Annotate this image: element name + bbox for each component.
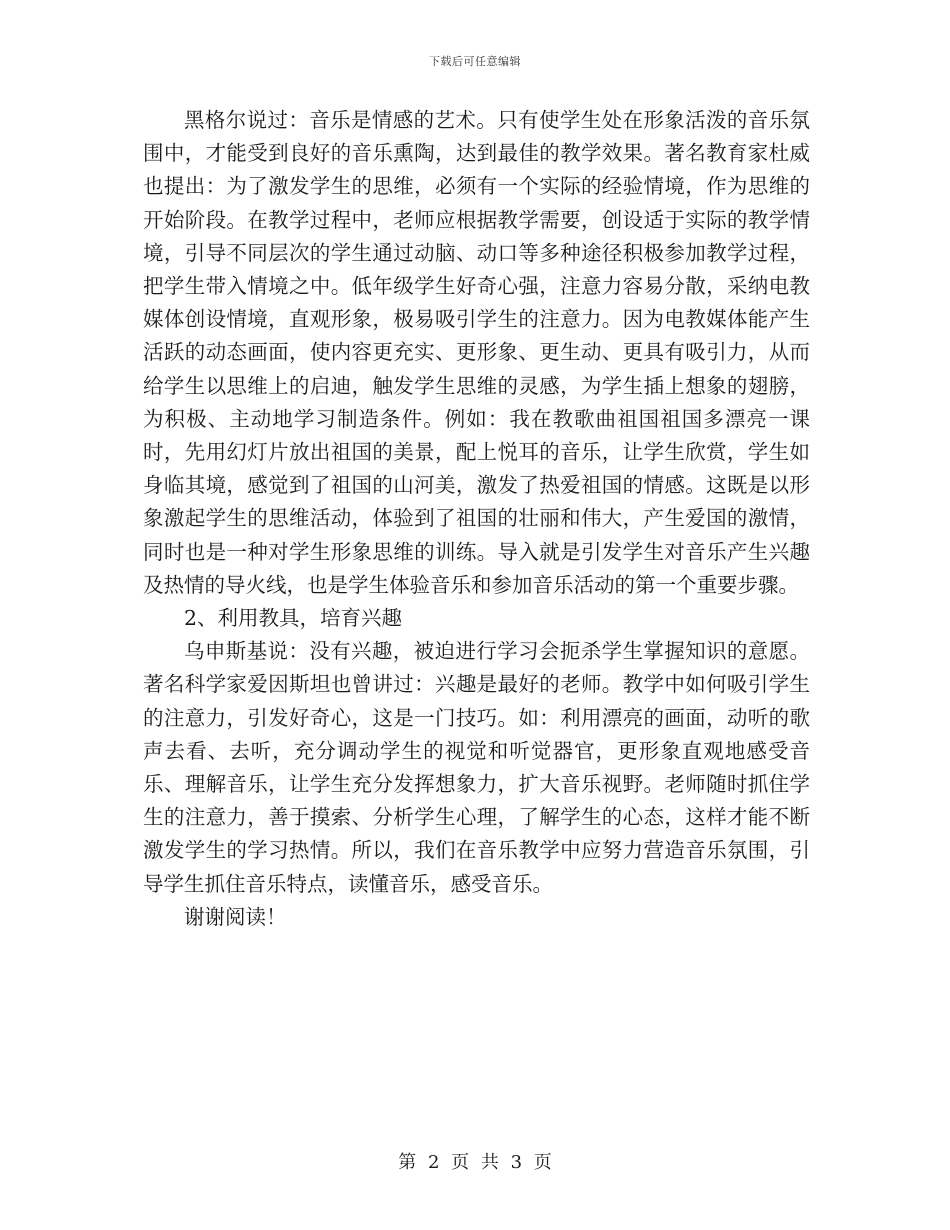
page-header-note: 下载后可任意编辑 (429, 55, 521, 68)
section-heading-teaching-aids: 2、利用教具，培育兴趣 (184, 606, 403, 631)
paragraph-hegel-quote: 黑格尔说过：音乐是情感的艺术。只有使学生处在形象活泼的音乐氛围中，才能受到良好的音乐熏陶，达到最佳的教学效果。著名教育家杜威也提出：为了激发学生的思维，必须有一个实际的经验情境，作为思维的开始阶段。在教学过程中，老师应根据教学需要，创设适于实际的教学情境，引导不同层次的学生通过动脑、动口等多种途径积极参加教学过程，把学生带入情境之中。低年级学生好奇心强，注意力容易分散，采纳电教媒体创设情境，直观形象，极易吸引学生的注意力。因为电教媒体能产生活跃的动态画面，使内容更充实、更形象、更生动、更具有吸引力，从而给学生以思维上的启迪，触发学生思维的灵感，为学生插上想象的翅膀，为积极、主动地学习制造条件。例如：我在教歌曲祖国祖国多漂亮一课时，先用幻灯片放出祖国的美景，配上悦耳的音乐，让学生欣赏，学生如身临其境，感觉到了祖国的山河美，激发了热爱祖国的情感。这既是以形象激起学生的思维活动，体验到了祖国的壮丽和伟大，产生爱国的激情，同时也是一种对学生形象思维的训练。导入就是引发学生对音乐产生兴趣及热情的导火线，也是学生体验音乐和参加音乐活动的第一个重要步骤。 (143, 108, 810, 597)
page-number: 第 2 页 共 3 页 (398, 1152, 552, 1173)
paragraph-thanks: 谢谢阅读！ (184, 904, 287, 929)
paragraph-ushinsky-quote: 乌申斯基说：没有兴趣，被迫进行学习会扼杀学生掌握知识的意愿。著名科学家爱因斯坦也曾讲过：兴趣是最好的老师。教学中如何吸引学生的注意力，引发好奇心，这是一门技巧。如：利用漂亮的画面，动听的歌声去看、去听，充分调动学生的视觉和听觉器官，更形象直观地感受音乐、理解音乐，让学生充分发挥想象力，扩大音乐视野。老师随时抓住学生的注意力，善于摸索、分析学生心理，了解学生的心态，这样才能不断激发学生的学习热情。所以，我们在音乐教学中应努力营造音乐氛围，引导学生抓住音乐特点，读懂音乐，感受音乐。 (143, 639, 810, 896)
document-body (143, 104, 810, 934)
